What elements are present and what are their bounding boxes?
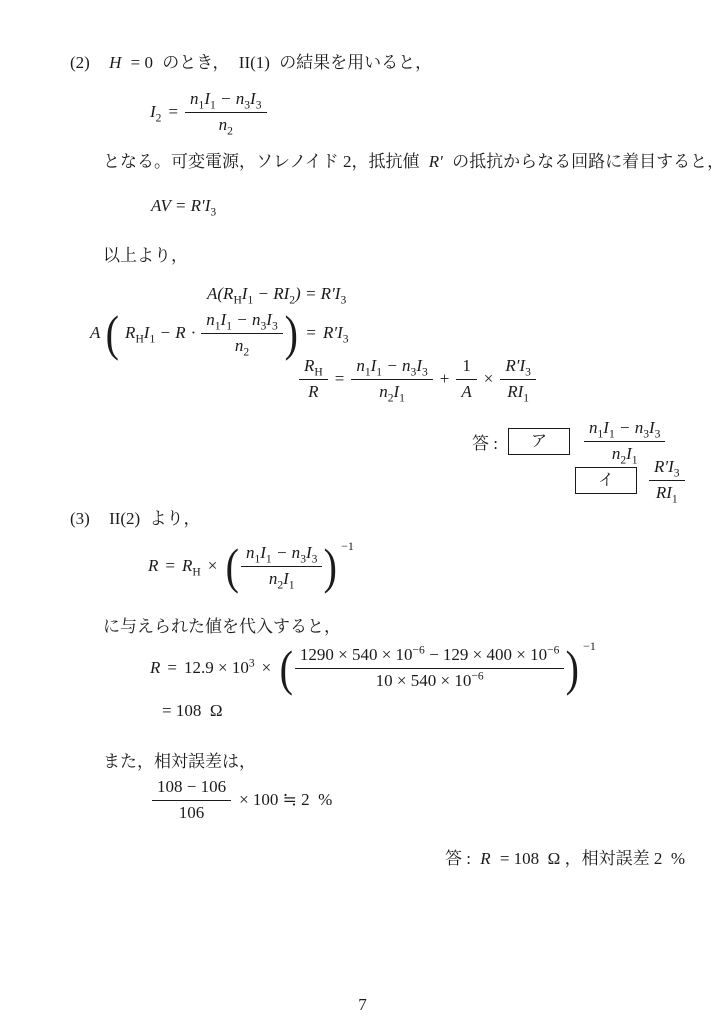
math-var-H: H	[109, 53, 122, 72]
numerator: $n_1I_1 - n_3I_3$	[588, 418, 661, 441]
equals-sign: =	[168, 102, 179, 121]
denominator: $n_2I_1$	[351, 379, 432, 402]
math-var-RH: $R_H$	[181, 556, 201, 579]
text-jp: の結果を用いると，	[279, 53, 433, 72]
denominator: 106	[152, 800, 231, 823]
denominator: $RI_1$	[500, 379, 536, 402]
math-var-R: R	[150, 658, 161, 677]
answer-label: 答 :	[472, 433, 498, 453]
equation-a1: $A(R_HI_1 - RI_2) = R'I_3$	[207, 284, 347, 307]
text-jp: のとき，	[162, 53, 230, 72]
denominator: $10 \times 540 \times 10^{-6}$	[295, 668, 565, 691]
left-paren: (	[279, 640, 294, 696]
equals-sign: =	[167, 658, 177, 677]
equation-r	[148, 537, 354, 595]
answer-error-text: ，相対誤差 2 %	[564, 849, 685, 868]
text-jp: より，	[149, 509, 201, 528]
fraction-lhs	[299, 356, 328, 402]
note-ijoyori: 以上より，	[103, 246, 188, 265]
math-rel: = 0	[130, 53, 153, 72]
equation-i2	[150, 88, 267, 136]
equation-rh	[299, 354, 536, 404]
math-terms: $R_HI_1 - R$	[125, 323, 186, 346]
equation-r-numeric	[150, 637, 596, 699]
answer-row-b	[575, 457, 685, 503]
denominator: $n_2I_1$	[584, 441, 665, 464]
fraction-2	[456, 356, 476, 402]
numerator: $n_1I_1 - n_3I_3$	[356, 356, 428, 379]
exponent-minus1: −1	[341, 539, 354, 553]
paragraph-substitute: に与えられた値を代入すると，	[103, 617, 341, 636]
ref-II1: II(1)	[238, 53, 270, 72]
numerator: $R'I_3$	[505, 356, 531, 379]
left-paren: (	[106, 305, 120, 361]
denominator: R	[299, 379, 328, 402]
times-sign: ×	[261, 658, 272, 677]
error-tail: × 100 ≒ 2 %	[239, 790, 333, 809]
fraction-1	[351, 356, 432, 402]
denominator: A	[456, 379, 476, 402]
fraction	[241, 543, 322, 589]
coefficient: $12.9 \times 10^3$	[183, 656, 255, 677]
paragraph-relative-error: また，相対誤差は，	[103, 752, 256, 771]
answer-box-b: イ	[575, 467, 637, 494]
fraction	[152, 777, 231, 823]
math-lhs: $I_2$	[150, 102, 162, 125]
fraction	[201, 310, 282, 356]
answer-value: = 108 Ω	[499, 849, 561, 868]
numerator: 1	[462, 356, 471, 376]
math-var-R: R	[480, 849, 491, 868]
equation-error	[152, 777, 332, 823]
numerator: $n_1I_1 - n_3I_3$	[206, 310, 278, 333]
numerator: 108 − 106	[157, 777, 227, 797]
text-jp: となる。可変電源，ソレノイド 2，抵抗値	[103, 152, 420, 171]
equals-sign: =	[165, 556, 175, 575]
denominator: $RI_1$	[649, 480, 685, 503]
denominator: $n_2$	[185, 112, 266, 135]
fraction	[185, 89, 266, 135]
fraction	[295, 645, 565, 691]
paragraph-circuit	[103, 147, 724, 172]
final-answer	[445, 844, 685, 869]
cdot-operator: ·	[190, 323, 197, 342]
fraction-answer-b	[649, 457, 685, 503]
numerator: $n_1I_1 - n_3I_3$	[190, 89, 262, 112]
right-paren: )	[324, 538, 338, 594]
math-rhs: $R'I_3$	[322, 323, 349, 346]
answer-label: 答 :	[444, 849, 471, 868]
denominator: $n_2$	[201, 333, 282, 356]
right-paren: )	[284, 305, 298, 361]
text-jp: の抵抗からなる回路に着目すると，	[452, 152, 725, 171]
numerator: $R'I_3$	[654, 457, 680, 480]
page-number: 7	[358, 995, 367, 1014]
math-var-R: R	[148, 556, 159, 575]
equation-result: = 108 Ω	[162, 701, 223, 720]
answer-box-a: ア	[508, 428, 570, 455]
plus-sign: +	[439, 369, 450, 388]
item-label-3: (3)	[70, 509, 90, 528]
times-sign: ×	[207, 556, 218, 575]
equation-av: AV = $R'I_3$	[151, 196, 217, 219]
item-label-2: (2)	[70, 53, 90, 72]
numerator: $n_1I_1 - n_3I_3$	[245, 543, 318, 566]
denominator: $n_2I_1$	[241, 566, 322, 589]
math-var-Rprime: R′	[428, 152, 443, 171]
equals-sign: =	[334, 369, 345, 388]
ref-II2: II(2)	[109, 509, 141, 528]
math-var-A: A	[90, 323, 101, 342]
fraction-3	[500, 356, 536, 402]
left-paren: (	[225, 538, 240, 594]
equals-sign: =	[306, 323, 316, 342]
part-3-heading	[70, 504, 200, 529]
times-sign: ×	[483, 369, 494, 388]
right-paren: )	[566, 640, 580, 696]
part-2-heading	[70, 48, 432, 73]
exponent-minus1: −1	[583, 639, 596, 653]
numerator: $1290 \times 540 \times 10^{-6} - 129 \times 400 \times 10^{-6}$	[299, 643, 560, 665]
numerator: $R_H$	[304, 356, 323, 379]
